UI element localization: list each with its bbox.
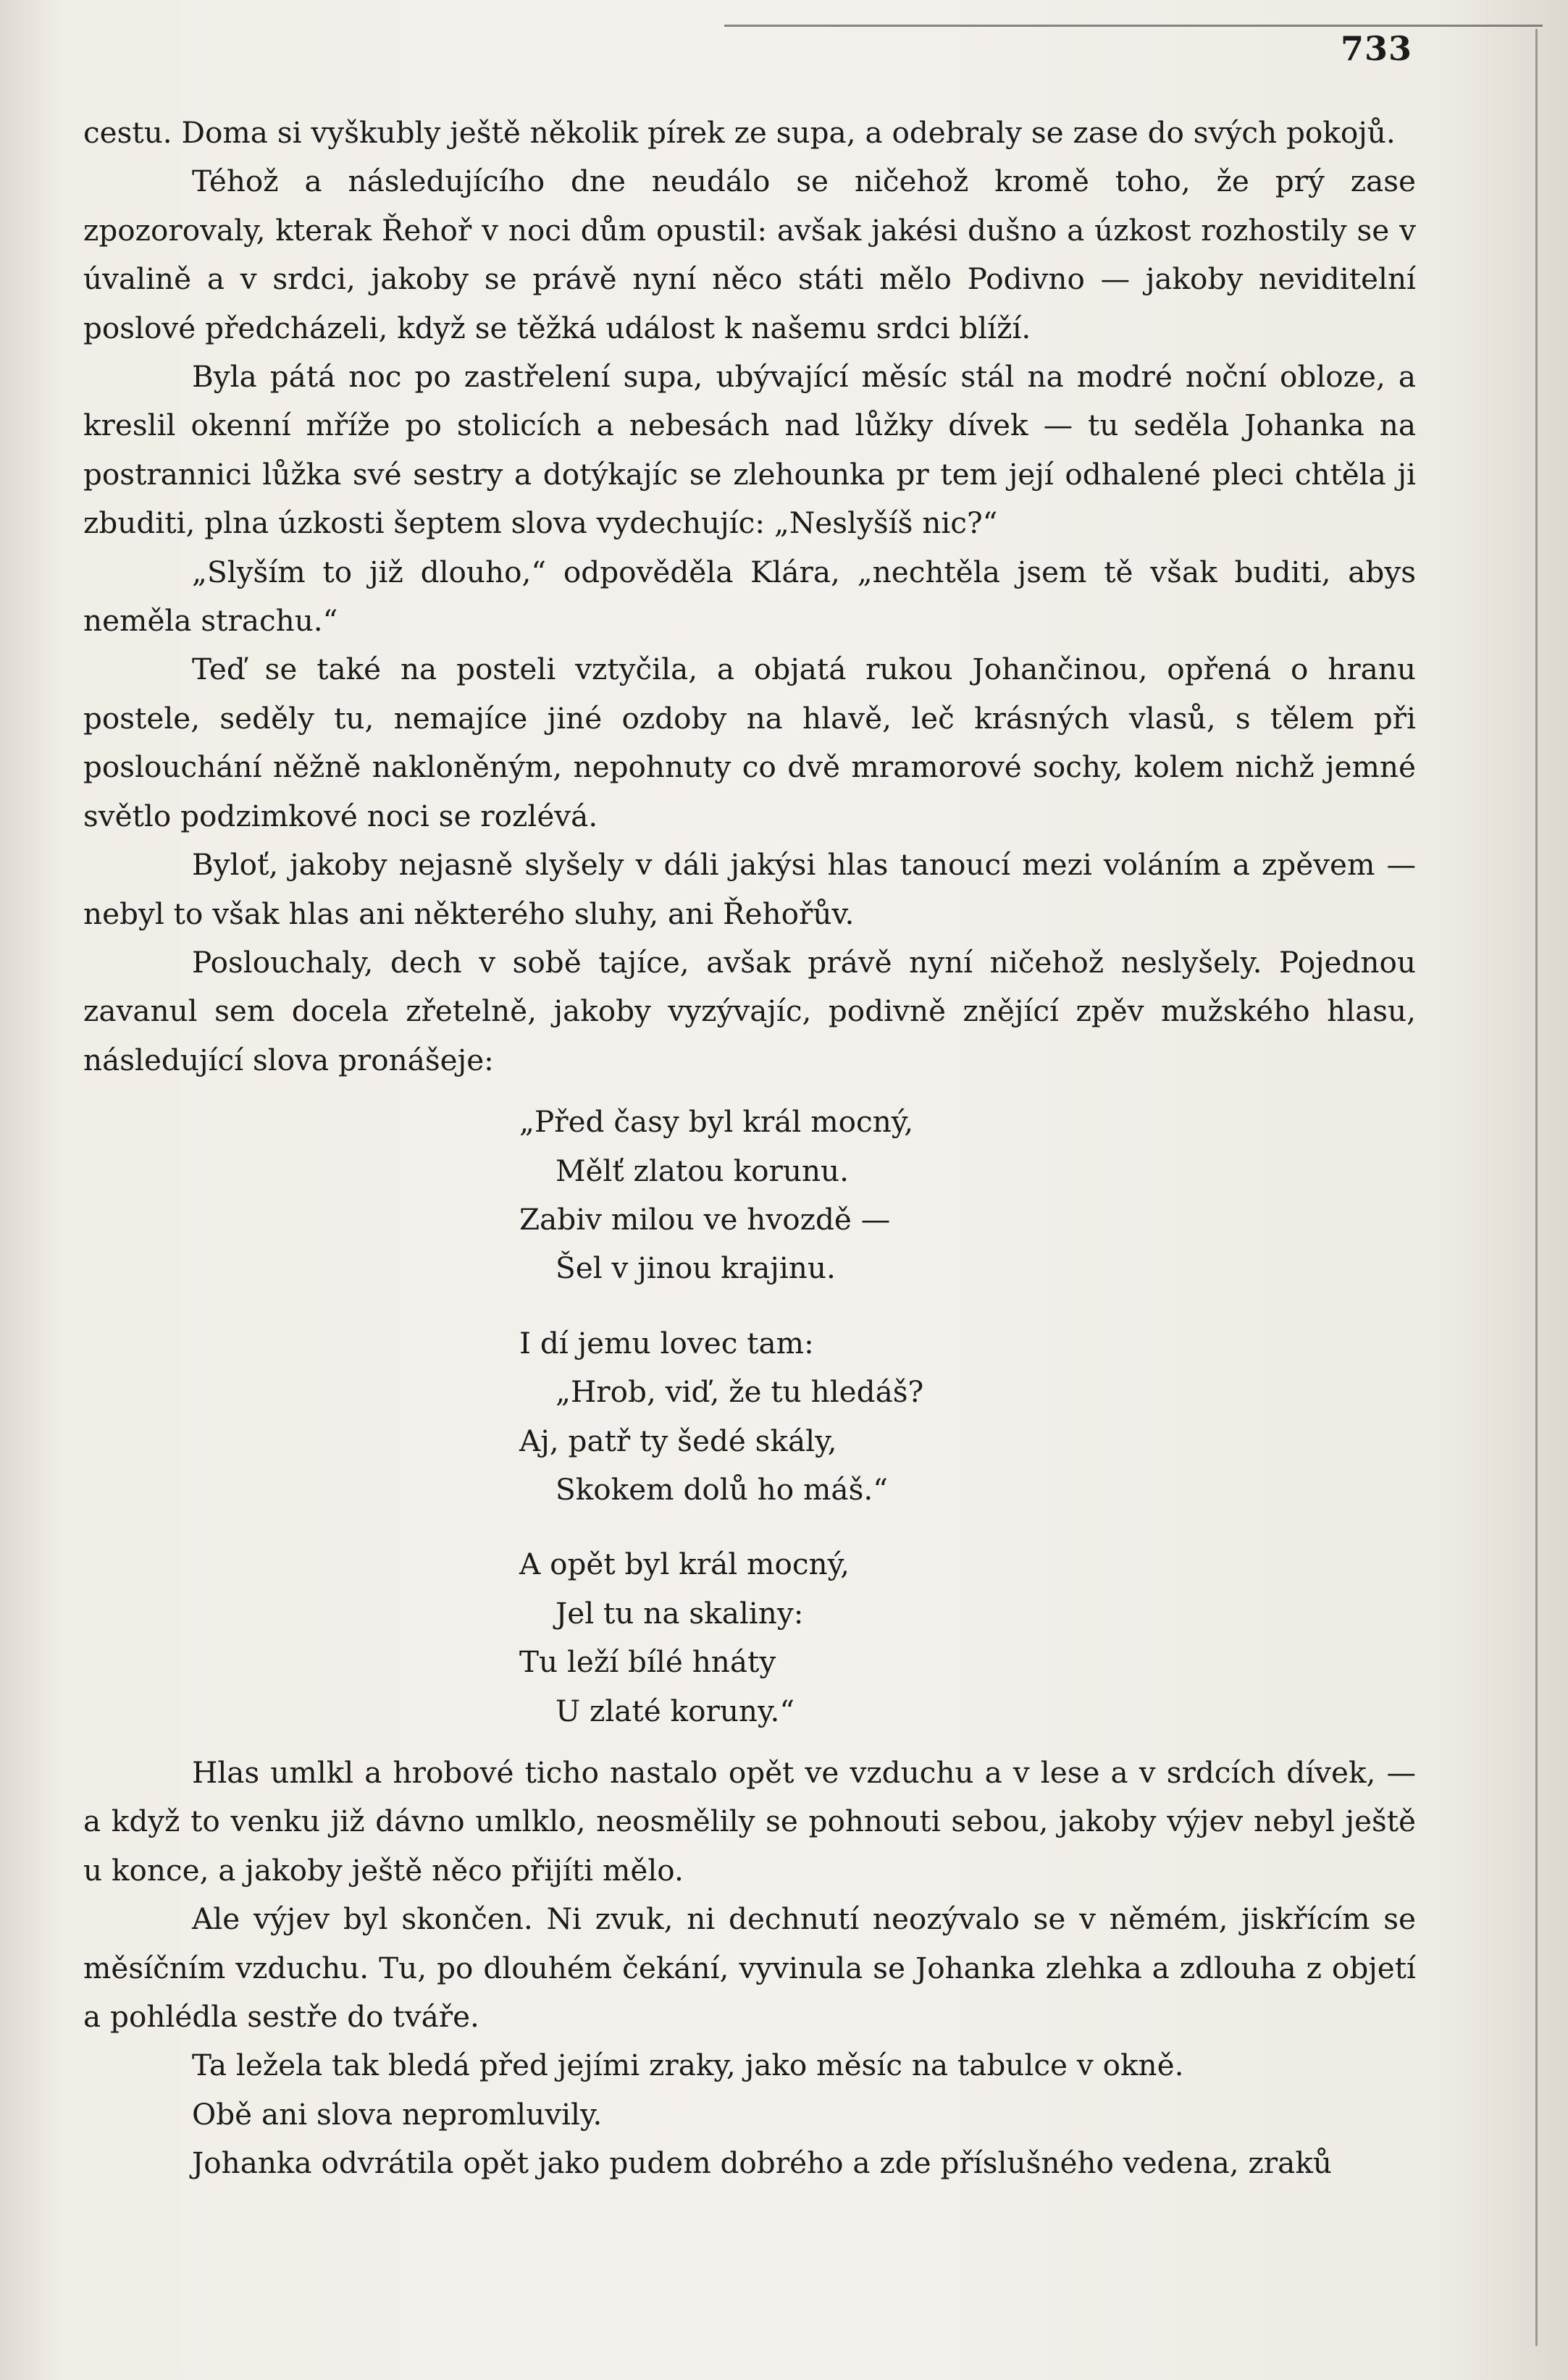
- top-rule: [724, 25, 1543, 27]
- poem-stanza: [519, 1098, 1416, 1293]
- poem: [83, 1098, 1416, 1736]
- poem-line: I dí jemu lovec tam:: [519, 1325, 814, 1361]
- body-text: [83, 109, 1416, 2188]
- poem-stanza: [519, 1540, 1416, 1736]
- poem-stanza: [519, 1319, 1416, 1515]
- poem-line: Tu leží bílé hnáty: [519, 1644, 776, 1680]
- paragraph: Byla pátá noc po zastřelení supa, ubývající měsíc stál na modré noční obloze, a kreslil okenní mříže po stolicích a nebesách nad lůžky dívek — tu seděla Johanka na postrannici lůžka své sestry a dotýkajíc se zlehounka pr tem její odhalené pleci chtěla ji zbuditi, plna úzkosti šeptem slova vydechujíc: „Neslyšíš nic?“: [83, 359, 1416, 541]
- poem-line: „Hrob, viď, že tu hledáš?: [555, 1374, 924, 1410]
- poem-line: A opět byl král mocný,: [519, 1547, 850, 1582]
- poem-line: Aj, patř ty šedé skály,: [519, 1423, 837, 1458]
- paragraph: Téhož a následujícího dne neudálo se ničehož kromě toho, že prý zase zpozorovaly, kterak Řehoř v noci dům opustil: avšak jakési dušno a úzkost rozhostily se v úvalině a v srdci, jakoby se právě nyní něco státi mělo Podivno — jakoby neviditelní poslové předcházeli, když se těžká událost k našemu srdci blíží.: [83, 164, 1416, 345]
- paragraph: „Slyším to již dlouho,“ odpověděla Klára, „nechtěla jsem tě však buditi, abys neměla strachu.“: [83, 554, 1416, 639]
- poem-line: Šel v jinou krajinu.: [555, 1250, 836, 1286]
- page-number: 733: [1340, 29, 1412, 68]
- poem-line: Zabiv milou ve hvozdě —: [519, 1201, 891, 1237]
- paragraph: Hlas umlkl a hrobové ticho nastalo opět ve vzduchu a v lese a v srdcích dívek, — a když to venku již dávno umlklo, neosmělily se pohnouti sebou, jakoby výjev nebyl ještě u konce, a jakoby ještě něco přijíti mělo.: [83, 1755, 1416, 1888]
- paragraph: cestu. Doma si vyškubly ještě několik pírek ze supa, a odebraly se zase do svých pokojů.: [83, 115, 1396, 150]
- paragraph: Obě ani slova nepromluvily.: [192, 2096, 603, 2132]
- poem-line: U zlaté koruny.“: [555, 1693, 795, 1728]
- paragraph: Poslouchaly, dech v sobě tajíce, avšak právě nyní ničehož neslyšely. Pojednou zavanul sem docela zřetelně, jakoby vyzývajíc, podivně znějící zpěv mužského hlasu, následující slova pronášeje:: [83, 944, 1416, 1077]
- poem-line: Skokem dolů ho máš.“: [555, 1471, 888, 1507]
- paragraph: Johanka odvrátila opět jako pudem dobrého a zde příslušného vedena, zraků: [192, 2145, 1332, 2181]
- poem-line: Mělť zlatou korunu.: [555, 1153, 849, 1188]
- paragraph: Teď se také na posteli vztyčila, a objatá rukou Johančinou, opřená o hranu postele, seděly tu, nemajíce jiné ozdoby na hlavě, leč krásných vlasů, s tělem při poslouchání něžně nakloněným, nepohnuty co dvě mramorové sochy, kolem nichž jemné světlo podzimkové noci se rozlévá.: [83, 652, 1416, 833]
- paragraph: Ta ležela tak bledá před jejími zraky, jako měsíc na tabulce v okně.: [192, 2048, 1184, 2083]
- paragraph: Byloť, jakoby nejasně slyšely v dáli jakýsi hlas tanoucí mezi voláním a zpěvem — nebyl to však hlas ani některého sluhy, ani Řehořův.: [83, 847, 1416, 931]
- binding-edge: [1535, 29, 1538, 2346]
- paragraph: Ale výjev byl skončen. Ni zvuk, ni dechnutí neozývalo se v němém, jiskřícím se měsíčním vzduchu. Tu, po dlouhém čekání, vyvinula se Johanka zlehka a zdlouha z objetí a pohlédla sestře do tváře.: [83, 1901, 1416, 2035]
- paragraphs-before: [83, 109, 1416, 1085]
- poem-line: „Před časy byl král mocný,: [519, 1104, 914, 1140]
- poem-line: Jel tu na skaliny:: [555, 1595, 804, 1631]
- paragraphs-after: [83, 1749, 1416, 2188]
